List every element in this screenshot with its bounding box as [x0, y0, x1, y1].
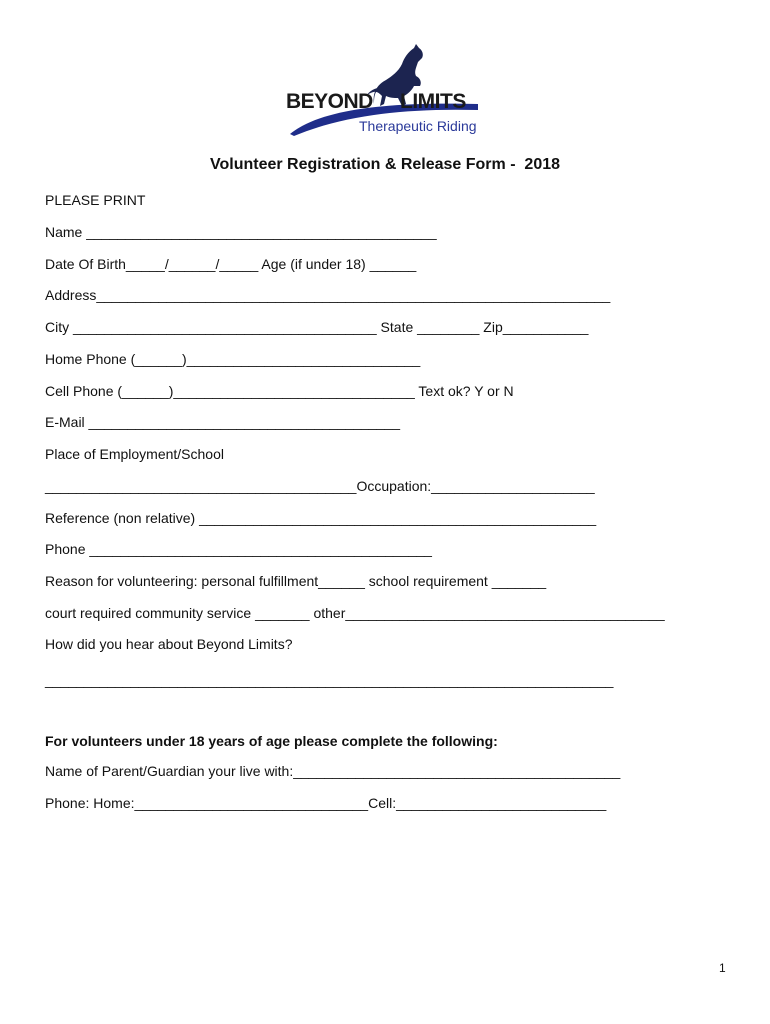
- reason-other-field[interactable]: court required community service _______ other_________________________________________: [45, 605, 665, 621]
- guardian-phone-field[interactable]: Phone: Home:______________________________Cell:___________________________: [45, 795, 607, 811]
- address-field[interactable]: Address__________________________________________________________________: [45, 287, 611, 303]
- reference-field[interactable]: Reference (non relative) ___________________________________________________: [45, 510, 597, 526]
- employment-label: Place of Employment/School: [45, 446, 224, 462]
- page-number: 1: [719, 961, 726, 975]
- name-field[interactable]: Name _____________________________________________: [45, 224, 437, 240]
- minor-section-heading: For volunteers under 18 years of age please complete the following:: [45, 733, 498, 749]
- email-field[interactable]: E-Mail ________________________________________: [45, 414, 401, 430]
- hear-about-field[interactable]: _________________________________________________________________________: [45, 672, 614, 688]
- reference-phone-field[interactable]: Phone ____________________________________________: [45, 541, 432, 557]
- form-title: Volunteer Registration & Release Form - 2018: [209, 156, 561, 173]
- dob-age-field[interactable]: Date Of Birth_____/______/_____ Age (if under 18) ______: [45, 256, 417, 272]
- employment-occupation-field[interactable]: ________________________________________Occupation:_____________________: [45, 478, 595, 494]
- guardian-name-field[interactable]: Name of Parent/Guardian your live with:__________________________________________: [45, 763, 621, 779]
- please-print-label: PLEASE PRINT: [45, 192, 146, 208]
- logo-word-beyond: BEYOND: [286, 90, 373, 113]
- cell-phone-field[interactable]: Cell Phone (______)_______________________________ Text ok? Y or N: [45, 383, 514, 399]
- city-state-zip-field[interactable]: City _______________________________________ State ________ Zip___________: [45, 319, 589, 335]
- logo-word-limits: LIMITS: [400, 90, 466, 113]
- home-phone-field[interactable]: Home Phone (______)______________________________: [45, 351, 421, 367]
- beyond-limits-logo: [282, 42, 482, 142]
- reason-field[interactable]: Reason for volunteering: personal fulfillment______ school requirement _______: [45, 573, 547, 589]
- hear-about-label: How did you hear about Beyond Limits?: [45, 636, 293, 652]
- logo-tagline: Therapeutic Riding: [359, 118, 477, 134]
